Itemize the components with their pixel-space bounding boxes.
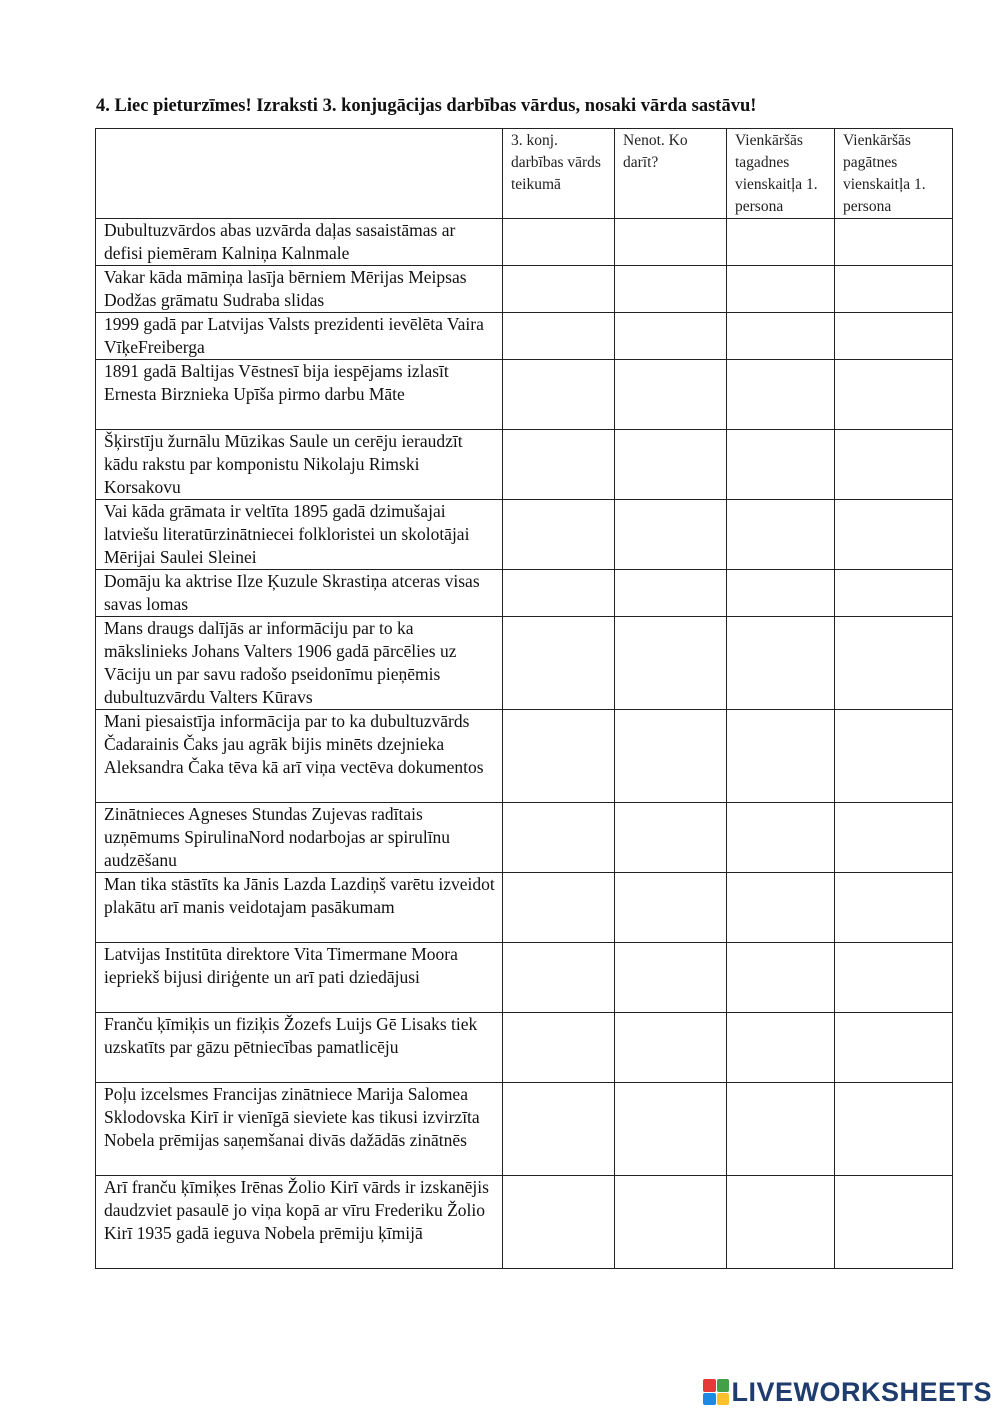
table-row — [96, 803, 953, 873]
sentence-cell: Franču ķīmiķis un fiziķis Žozefs Luijs Gē Lisaks tiek uzskatīts par gāzu pētniecības pamatlicēju — [96, 1013, 503, 1083]
answer-past-cell[interactable] — [835, 617, 953, 710]
sentence-cell: Zinātnieces Agneses Stundas Zujevas radītais uzņēmums SpirulinaNord nodarbojas ar spirulīnu audzēšanu — [96, 803, 503, 873]
answer-past-cell[interactable] — [835, 710, 953, 803]
answer-past-cell[interactable] — [835, 570, 953, 617]
answer-infinitive-cell[interactable] — [615, 219, 727, 266]
answer-past-input[interactable] — [835, 943, 952, 1012]
answer-verb-input[interactable] — [503, 1083, 614, 1175]
table-row — [96, 1176, 953, 1269]
answer-past-input[interactable] — [835, 617, 952, 709]
answer-present-input[interactable] — [727, 500, 834, 569]
table-row — [96, 500, 953, 570]
answer-verb-cell[interactable] — [503, 500, 615, 570]
answer-past-cell[interactable] — [835, 1013, 953, 1083]
answer-verb-cell[interactable] — [503, 266, 615, 313]
answer-present-cell[interactable] — [727, 1013, 835, 1083]
answer-infinitive-cell[interactable] — [615, 803, 727, 873]
answer-past-input[interactable] — [835, 266, 952, 312]
answer-infinitive-input[interactable] — [615, 500, 726, 569]
answer-verb-cell[interactable] — [503, 803, 615, 873]
answer-verb-cell[interactable] — [503, 710, 615, 803]
answer-past-input[interactable] — [835, 430, 952, 499]
answer-verb-input[interactable] — [503, 570, 614, 616]
table-row — [96, 266, 953, 313]
table-row — [96, 430, 953, 500]
answer-verb-cell[interactable] — [503, 1013, 615, 1083]
answer-infinitive-cell[interactable] — [615, 430, 727, 500]
answer-present-input[interactable] — [727, 1176, 834, 1268]
header-sentence — [96, 129, 503, 219]
sentence-cell: Šķirstīju žurnālu Mūzikas Saule un cerēju ieraudzīt kādu rakstu par komponistu Nikolaju Rimski Korsakovu — [96, 430, 503, 500]
logo-square — [717, 1379, 730, 1392]
answer-present-input[interactable] — [727, 360, 834, 429]
answer-past-input[interactable] — [835, 873, 952, 942]
answer-present-input[interactable] — [727, 430, 834, 499]
answer-infinitive-input[interactable] — [615, 1176, 726, 1268]
answer-present-input[interactable] — [727, 266, 834, 312]
answer-present-input[interactable] — [727, 943, 834, 1012]
exercise-table — [95, 128, 953, 1269]
answer-verb-input[interactable] — [503, 803, 614, 872]
answer-present-input[interactable] — [727, 873, 834, 942]
answer-verb-input[interactable] — [503, 943, 614, 1012]
sentence-cell: Mans draugs dalījās ar informāciju par to ka mākslinieks Johans Valters 1906 gadā pārcēlies uz Vāciju un par savu radošo pseidonīmu pieņēmis dubultuzvārdu Valters Kūravs — [96, 617, 503, 710]
answer-infinitive-cell[interactable] — [615, 943, 727, 1013]
table-header-row — [96, 129, 953, 219]
sentence-cell: Dubultuzvārdos abas uzvārda daļas sasaistāmas ar defisi piemēram Kalniņa Kalnmale — [96, 219, 503, 266]
answer-verb-input[interactable] — [503, 430, 614, 499]
answer-present-input[interactable] — [727, 219, 834, 265]
answer-past-input[interactable] — [835, 219, 952, 265]
answer-infinitive-cell[interactable] — [615, 873, 727, 943]
table-row — [96, 1013, 953, 1083]
logo-square — [703, 1379, 716, 1392]
answer-past-input[interactable] — [835, 710, 952, 802]
answer-infinitive-input[interactable] — [615, 266, 726, 312]
answer-infinitive-cell[interactable] — [615, 266, 727, 313]
header-infinitive: Nenot. Ko darīt? — [615, 129, 727, 219]
answer-infinitive-cell[interactable] — [615, 617, 727, 710]
answer-verb-input[interactable] — [503, 1176, 614, 1268]
answer-verb-input[interactable] — [503, 219, 614, 265]
header-verb-in-sentence: 3. konj. darbības vārds teikumā — [503, 129, 615, 219]
answer-present-input[interactable] — [727, 710, 834, 802]
answer-past-cell[interactable] — [835, 803, 953, 873]
answer-past-input[interactable] — [835, 803, 952, 872]
table-row — [96, 360, 953, 430]
answer-verb-cell[interactable] — [503, 943, 615, 1013]
answer-past-input[interactable] — [835, 570, 952, 616]
table-row — [96, 570, 953, 617]
answer-verb-cell[interactable] — [503, 570, 615, 617]
answer-present-cell[interactable] — [727, 360, 835, 430]
answer-past-cell[interactable] — [835, 943, 953, 1013]
answer-infinitive-input[interactable] — [615, 219, 726, 265]
answer-present-cell[interactable] — [727, 617, 835, 710]
answer-infinitive-input[interactable] — [615, 313, 726, 359]
answer-present-cell[interactable] — [727, 873, 835, 943]
answer-verb-input[interactable] — [503, 1013, 614, 1082]
liveworksheets-brand — [703, 1376, 992, 1407]
answer-infinitive-input[interactable] — [615, 803, 726, 872]
header-past-1st-person: Vienkāršās pagātnes vienskaitļa 1. persona — [835, 129, 953, 219]
answer-past-cell[interactable] — [835, 430, 953, 500]
answer-infinitive-cell[interactable] — [615, 360, 727, 430]
sentence-cell: Domāju ka aktrise Ilze Ķuzule Skrastiņa atceras visas savas lomas — [96, 570, 503, 617]
answer-present-input[interactable] — [727, 617, 834, 709]
answer-present-cell[interactable] — [727, 803, 835, 873]
answer-present-cell[interactable] — [727, 500, 835, 570]
answer-present-cell[interactable] — [727, 219, 835, 266]
answer-present-input[interactable] — [727, 1083, 834, 1175]
sentence-cell: Vakar kāda māmiņa lasīja bērniem Mērijas Meipsas Dodžas grāmatu Sudraba slidas — [96, 266, 503, 313]
sentence-cell: Mani piesaistīja informācija par to ka dubultuzvārds Čadarainis Čaks jau agrāk bijis minēts dzejnieka Aleksandra Čaka tēva kā arī viņa vectēva dokumentos — [96, 710, 503, 803]
answer-present-input[interactable] — [727, 313, 834, 359]
answer-past-input[interactable] — [835, 1176, 952, 1268]
answer-past-input[interactable] — [835, 1083, 952, 1175]
answer-verb-input[interactable] — [503, 710, 614, 802]
worksheet-title: 4. Liec pieturzīmes! Izraksti 3. konjugācijas darbības vārdus, nosaki vārda sastāvu! — [96, 96, 757, 116]
answer-verb-cell[interactable] — [503, 1083, 615, 1176]
answer-verb-input[interactable] — [503, 500, 614, 569]
table-row — [96, 617, 953, 710]
answer-past-cell[interactable] — [835, 873, 953, 943]
sentence-cell: Poļu izcelsmes Francijas zinātniece Marija Salomea Sklodovska Kirī ir vienīgā sieviete kas tikusi izvirzīta Nobela prēmijas saņemšanai divās dažādās zinātnēs — [96, 1083, 503, 1176]
table-row — [96, 219, 953, 266]
answer-present-cell[interactable] — [727, 430, 835, 500]
answer-past-cell[interactable] — [835, 313, 953, 360]
answer-infinitive-cell[interactable] — [615, 1083, 727, 1176]
answer-infinitive-input[interactable] — [615, 617, 726, 709]
answer-infinitive-input[interactable] — [615, 710, 726, 802]
answer-infinitive-input[interactable] — [615, 873, 726, 942]
answer-present-input[interactable] — [727, 1013, 834, 1082]
answer-verb-input[interactable] — [503, 313, 614, 359]
answer-past-cell[interactable] — [835, 1083, 953, 1176]
answer-infinitive-input[interactable] — [615, 1013, 726, 1082]
answer-past-input[interactable] — [835, 500, 952, 569]
answer-verb-cell[interactable] — [503, 1176, 615, 1269]
table-row — [96, 943, 953, 1013]
answer-infinitive-cell[interactable] — [615, 313, 727, 360]
answer-present-cell[interactable] — [727, 943, 835, 1013]
answer-verb-cell[interactable] — [503, 873, 615, 943]
answer-present-cell[interactable] — [727, 570, 835, 617]
answer-infinitive-cell[interactable] — [615, 1013, 727, 1083]
answer-past-cell[interactable] — [835, 219, 953, 266]
table-row — [96, 873, 953, 943]
answer-infinitive-cell[interactable] — [615, 710, 727, 803]
answer-past-input[interactable] — [835, 313, 952, 359]
answer-present-cell[interactable] — [727, 1176, 835, 1269]
answer-infinitive-cell[interactable] — [615, 500, 727, 570]
sentence-cell: Man tika stāstīts ka Jānis Lazda Lazdiņš varētu izveidot plakātu arī manis veidotajam pasākumam — [96, 873, 503, 943]
logo-square — [717, 1393, 730, 1406]
answer-verb-input[interactable] — [503, 873, 614, 942]
answer-verb-cell[interactable] — [503, 617, 615, 710]
answer-verb-cell[interactable] — [503, 360, 615, 430]
sentence-cell: Latvijas Institūta direktore Vita Timermane Moora iepriekš bijusi diriģente un arī pati dziedājusi — [96, 943, 503, 1013]
sentence-cell: Vai kāda grāmata ir veltīta 1895 gadā dzimušajai latviešu literatūrzinātniecei folkloristei un skolotājai Mērijai Saulei Sleinei — [96, 500, 503, 570]
answer-present-cell[interactable] — [727, 710, 835, 803]
table-row — [96, 1083, 953, 1176]
answer-verb-cell[interactable] — [503, 219, 615, 266]
answer-verb-input[interactable] — [503, 360, 614, 429]
answer-past-cell[interactable] — [835, 1176, 953, 1269]
answer-past-cell[interactable] — [835, 360, 953, 430]
answer-past-cell[interactable] — [835, 500, 953, 570]
sentence-cell: 1891 gadā Baltijas Vēstnesī bija iespējams izlasīt Ernesta Birznieka Upīša pirmo darbu Māte — [96, 360, 503, 430]
answer-infinitive-input[interactable] — [615, 1083, 726, 1175]
table-row — [96, 710, 953, 803]
header-present-1st-person: Vienkāršās tagadnes vienskaitļa 1. persona — [727, 129, 835, 219]
answer-infinitive-input[interactable] — [615, 360, 726, 429]
answer-verb-input[interactable] — [503, 617, 614, 709]
answer-past-cell[interactable] — [835, 266, 953, 313]
answer-infinitive-input[interactable] — [615, 430, 726, 499]
sentence-cell: Arī franču ķīmiķes Irēnas Žolio Kirī vārds ir izskanējis daudzviet pasaulē jo viņa kopā ar vīru Frederiku Žolio Kirī 1935 gadā ieguva Nobela prēmiju ķīmijā — [96, 1176, 503, 1269]
answer-past-input[interactable] — [835, 1013, 952, 1082]
answer-verb-input[interactable] — [503, 266, 614, 312]
answer-present-input[interactable] — [727, 803, 834, 872]
answer-verb-cell[interactable] — [503, 313, 615, 360]
answer-past-input[interactable] — [835, 360, 952, 429]
answer-present-cell[interactable] — [727, 266, 835, 313]
sentence-cell: 1999 gadā par Latvijas Valsts prezidenti ievēlēta Vaira VīķeFreiberga — [96, 313, 503, 360]
liveworksheets-logo-icon — [703, 1379, 729, 1405]
answer-present-cell[interactable] — [727, 1083, 835, 1176]
answer-verb-cell[interactable] — [503, 430, 615, 500]
table-row — [96, 313, 953, 360]
answer-infinitive-cell[interactable] — [615, 1176, 727, 1269]
logo-square — [703, 1393, 716, 1406]
table-body — [96, 219, 953, 1269]
answer-present-input[interactable] — [727, 570, 834, 616]
brand-name: LIVEWORKSHEETS — [731, 1376, 992, 1407]
answer-infinitive-input[interactable] — [615, 943, 726, 1012]
answer-present-cell[interactable] — [727, 313, 835, 360]
answer-infinitive-cell[interactable] — [615, 570, 727, 617]
answer-infinitive-input[interactable] — [615, 570, 726, 616]
